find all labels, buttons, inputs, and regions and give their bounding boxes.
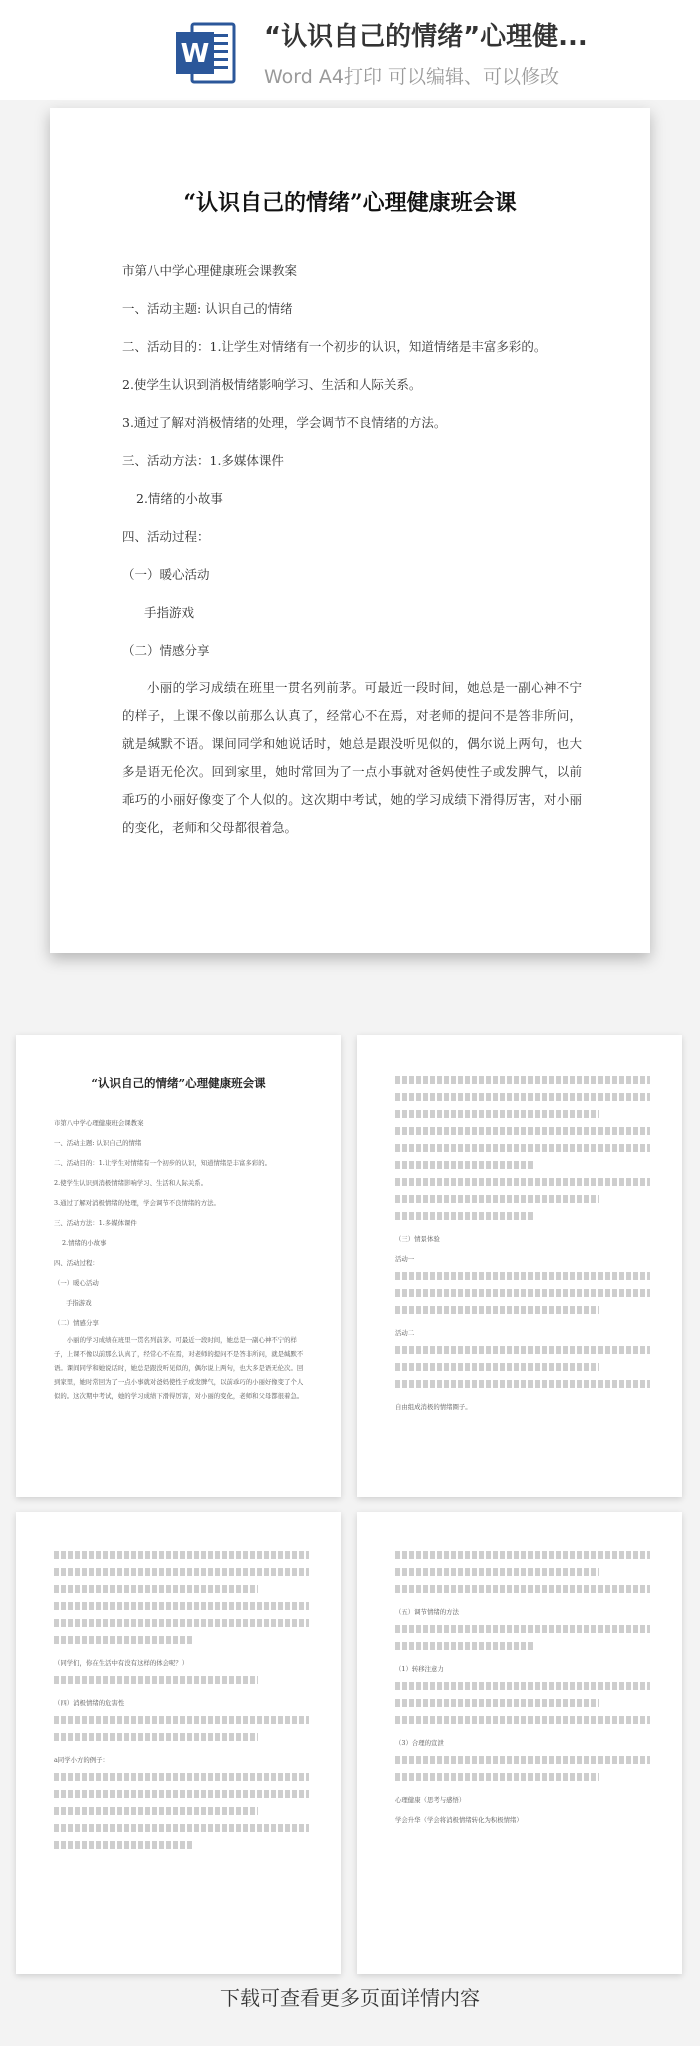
text-placeholder <box>395 1110 599 1118</box>
thumbnail-line: 活动二 <box>395 1329 415 1337</box>
word-document-icon <box>174 20 238 86</box>
text-placeholder <box>54 1790 309 1798</box>
thumbnail-line: 自由组成消极的情绪圈子。 <box>395 1403 472 1411</box>
text-placeholder <box>395 1289 650 1297</box>
thumbnail-line: 二、活动目的：1.让学生对情绪有一个初步的认识，知道情绪是丰富多彩的。 <box>54 1159 271 1167</box>
thumbnail-line: （四）消极情绪的危害性 <box>54 1699 125 1707</box>
text-placeholder <box>395 1346 650 1354</box>
text-placeholder <box>395 1585 650 1593</box>
text-placeholder <box>395 1306 599 1314</box>
thumbnail-paragraph: 小丽的学习成绩在班里一贯名列前茅。可最近一段时间，她总是一副心神不宁的样子，上课不像以前那么认真了，经常心不在焉，对老师的提问不是答非所问，就是缄默不语。课间同学和她说话时，她总是跟没听见似的，偶尔说上两句，也大多是语无伦次。回到家里，她时常回为了一点小事就对爸妈使性子或发脾气，以前乖巧的小丽好像变了个人似的。这次期中考试，她的学习成绩下滑得厉害，对小丽的变化，老师和父母都很着急。 <box>54 1336 304 1400</box>
text-placeholder <box>395 1716 650 1724</box>
text-placeholder <box>54 1585 258 1593</box>
text-placeholder <box>395 1380 650 1388</box>
thumbnail-line: 3.通过了解对消极情绪的处理，学会调节不良情绪的方法。 <box>54 1199 220 1207</box>
document-line: 2.使学生认识到消极情绪影响学习、生活和人际关系。 <box>122 377 422 392</box>
thumbnail-line: a同学小方的例子： <box>54 1756 109 1764</box>
text-placeholder <box>395 1756 650 1764</box>
text-placeholder <box>54 1619 309 1627</box>
thumbnail-line: 手指游戏 <box>66 1299 92 1307</box>
thumbnail-line: 一、活动主题: 认识自己的情绪 <box>54 1139 142 1147</box>
text-placeholder <box>54 1716 309 1724</box>
document-line: 市第八中学心理健康班会课教案 <box>122 263 298 278</box>
document-line: 三、活动方法：1.多媒体课件 <box>122 453 284 468</box>
document-line: 3.通过了解对消极情绪的处理，学会调节不良情绪的方法。 <box>122 415 447 430</box>
thumbnail-line: （同学们，你在生活中有没有这样的体会呢？） <box>54 1659 189 1667</box>
text-placeholder <box>395 1773 599 1781</box>
thumbnail-title: “认识自己的情绪”心理健康班会课 <box>91 1076 266 1090</box>
text-placeholder <box>395 1699 599 1707</box>
thumbnail-line: （1）转移注意力 <box>395 1665 444 1673</box>
document-line: 2.情绪的小故事 <box>136 491 223 506</box>
page-title: “认识自己的情绪”心理健康班会课 <box>183 190 517 216</box>
thumbnail-line: 心理健康（思考与感悟） <box>395 1796 466 1804</box>
thumbnail-line: 市第八中学心理健康班会课教案 <box>54 1119 144 1127</box>
page-thumbnail-3[interactable] <box>16 1512 341 1974</box>
page-thumbnail-1[interactable] <box>16 1035 341 1497</box>
document-title: “认识自己的情绪”心理健... <box>264 22 588 52</box>
text-placeholder <box>54 1568 309 1576</box>
thumbnail-line: （五）调节情绪的方法 <box>395 1608 459 1616</box>
document-line: 四、活动过程： <box>122 529 210 544</box>
story-paragraph: 小丽的学习成绩在班里一贯名列前茅。可最近一段时间，她总是一副心神不宁的样子，上课不像以前那么认真了，经常心不在焉，对老师的提问不是答非所问，就是缄默不语。课间同学和她说话时，她总是跟没听见似的，偶尔说上两句，也大多是语无伦次。回到家里，她时常回为了一点小事就对爸妈使性子或发脾气，以前乖巧的小丽好像变了个人似的。这次期中考试，她的学习成绩下滑得厉害，对小丽的变化，老师和父母都很着急。 <box>122 680 582 835</box>
document-line: 二、活动目的：1.让学生对情绪有一个初步的认识，知道情绪是丰富多彩的。 <box>122 339 547 354</box>
thumbnail-line: 活动一 <box>395 1255 415 1263</box>
thumbnail-line: 2.情绪的小故事 <box>62 1239 107 1247</box>
main-document-page <box>50 108 650 953</box>
preview-header <box>0 0 700 100</box>
text-placeholder <box>395 1625 650 1633</box>
document-body <box>122 252 582 842</box>
thumbnail-line: 四、活动过程： <box>54 1259 99 1267</box>
thumbnail-body <box>54 1548 309 1858</box>
thumbnail-line: （3）合理的宣泄 <box>395 1739 444 1747</box>
text-placeholder <box>395 1178 650 1186</box>
text-placeholder <box>395 1568 599 1576</box>
text-placeholder <box>395 1642 535 1650</box>
text-placeholder <box>54 1773 309 1781</box>
text-placeholder <box>395 1144 650 1152</box>
thumbnail-body <box>395 1073 650 1417</box>
thumbnail-line: 2.使学生认识到消极情绪影响学习、生活和人际关系。 <box>54 1179 208 1187</box>
thumbnail-body <box>54 1113 309 1403</box>
text-placeholder <box>54 1733 258 1741</box>
text-placeholder <box>395 1093 650 1101</box>
word-icon-letter: W <box>180 39 210 69</box>
text-placeholder <box>395 1161 535 1169</box>
text-placeholder <box>54 1602 309 1610</box>
text-placeholder <box>395 1682 650 1690</box>
thumbnail-line: 三、活动方法：1.多媒体课件 <box>54 1219 137 1227</box>
document-line: （一）暖心活动 <box>122 567 210 582</box>
thumbnail-body <box>395 1548 650 1830</box>
text-placeholder <box>54 1676 258 1684</box>
document-line: 一、活动主题: 认识自己的情绪 <box>122 301 293 316</box>
document-subtitle: Word A4打印 可以编辑、可以修改 <box>264 66 560 88</box>
page-thumbnail-4[interactable] <box>357 1512 682 1974</box>
document-line: （二）情感分享 <box>122 643 210 658</box>
text-placeholder <box>395 1272 650 1280</box>
document-line: 手指游戏 <box>144 605 195 620</box>
thumbnail-line: 学会升华（学会将消极情绪转化为积极情绪） <box>395 1816 523 1824</box>
thumbnail-line: （三）情景体验 <box>395 1235 440 1243</box>
text-placeholder <box>395 1195 599 1203</box>
text-placeholder <box>395 1076 650 1084</box>
text-placeholder <box>395 1551 650 1559</box>
thumbnail-line: （二）情感分享 <box>54 1319 99 1327</box>
page-thumbnail-2[interactable] <box>357 1035 682 1497</box>
download-more-link[interactable]: 下载可查看更多页面详情内容 <box>220 1986 480 2010</box>
text-placeholder <box>54 1841 194 1849</box>
thumbnail-line: （一）暖心活动 <box>54 1279 99 1287</box>
text-placeholder <box>395 1363 599 1371</box>
text-placeholder <box>54 1551 309 1559</box>
text-placeholder <box>54 1636 194 1644</box>
text-placeholder <box>54 1824 309 1832</box>
text-placeholder <box>395 1212 535 1220</box>
text-placeholder <box>54 1807 258 1815</box>
text-placeholder <box>395 1127 650 1135</box>
